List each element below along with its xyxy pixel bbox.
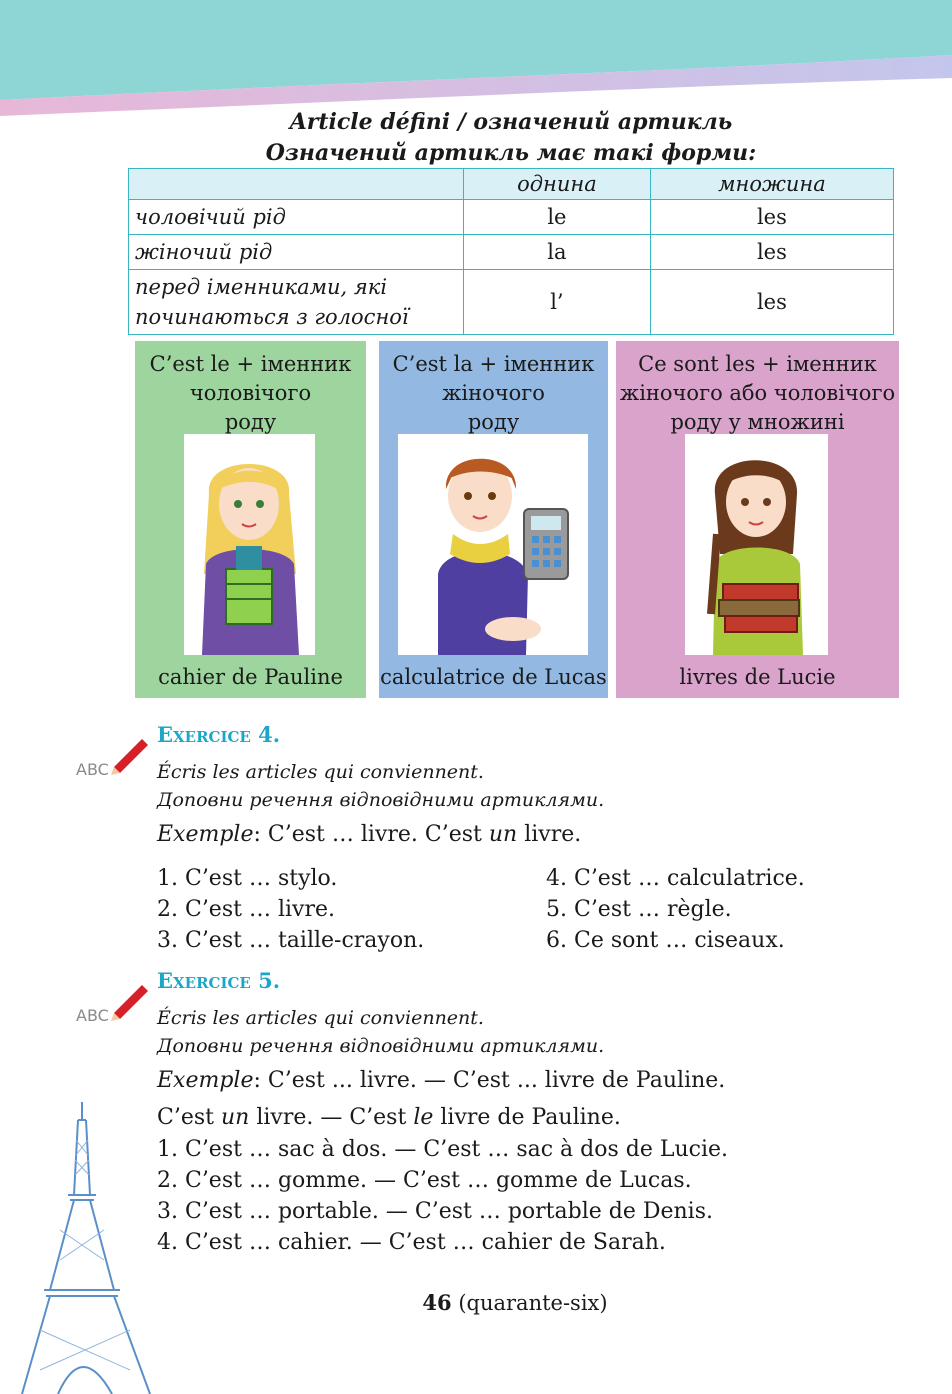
section-title: Article défini / означений артикль: [289, 109, 733, 135]
row-label-line: починаються з голосної: [135, 305, 409, 329]
row-plural: les: [650, 200, 893, 235]
exercise-4-example: [157, 822, 581, 847]
exercise-5-instruction-uk: Доповни речення відповідними артиклями.: [157, 1035, 605, 1057]
abc-label: ABC: [76, 760, 109, 777]
exercise-item: 4. C’est … cahier. — C’est … cahier de Sarah.: [157, 1230, 666, 1255]
row-singular: le: [464, 200, 651, 235]
abc-pencil-icon: [74, 735, 150, 777]
table-header-row: [129, 169, 894, 200]
answer-text: C’est: [157, 1105, 221, 1130]
section-subtitle: Означений артикль має такі форми:: [265, 140, 757, 166]
page-number-digits: 46: [422, 1290, 452, 1315]
panel-caption: [616, 341, 899, 437]
example-article: un: [488, 822, 518, 847]
eiffel-tower-icon: [20, 1100, 170, 1394]
example-text: : C’est … livre. C’est: [253, 822, 489, 847]
exercise-5-example: [157, 1068, 725, 1093]
panel-plural: [616, 341, 899, 698]
caption-line: роду: [467, 410, 520, 434]
row-singular: l’: [464, 270, 651, 335]
panel-feminine: [379, 341, 608, 698]
caption-line: роду у множині: [670, 410, 845, 434]
exercise-item: 2. C’est … gomme. — C’est … gomme de Lucas.: [157, 1168, 692, 1193]
exercise-4-instruction-uk: Доповни речення відповідними артиклями.: [157, 789, 605, 811]
answer-text: livre de Pauline.: [433, 1105, 621, 1130]
example-text: livre.: [517, 822, 582, 847]
caption-line: C’est le + іменник: [149, 352, 352, 376]
page-number-words: (quarante-six): [458, 1291, 608, 1315]
caption-line: жіночого або чоловічого: [619, 381, 896, 405]
exercise-5-instruction-fr: Écris les articles qui conviennent.: [157, 1007, 484, 1029]
abc-label: ABC: [76, 1006, 109, 1023]
girl-with-books-illustration: [685, 434, 828, 655]
row-label: жіночий рід: [129, 235, 464, 270]
boy-with-calculator-illustration: [398, 434, 588, 655]
answer-article: le: [413, 1105, 434, 1130]
header-banner: [0, 0, 952, 120]
table-row: [129, 235, 894, 270]
exercise-5-answer: [157, 1105, 621, 1130]
caption-line: C’est la + іменник: [392, 352, 595, 376]
article-forms-table: [128, 168, 894, 335]
exercise-item: 1. C’est … sac à dos. — C’est … sac à dos de Lucie.: [157, 1137, 729, 1162]
row-plural: les: [650, 235, 893, 270]
table-header-plural: множина: [650, 169, 893, 200]
row-label: [129, 270, 464, 335]
panel-masculine: [135, 341, 366, 698]
caption-line: роду: [224, 410, 277, 434]
panel-caption: [379, 341, 608, 437]
answer-article: un: [220, 1105, 250, 1130]
row-label-line: перед іменниками, які: [135, 275, 388, 299]
table-header-singular: однина: [464, 169, 651, 200]
example-label: Exemple: [157, 822, 254, 847]
row-singular: la: [464, 235, 651, 270]
example-text: : C’est ... livre. — C’est ... livre de Pauline.: [253, 1068, 726, 1093]
page-number: [0, 1290, 952, 1315]
exercise-item: 2. C’est … livre.: [157, 897, 335, 922]
exercise-item: 3. C’est … taille-crayon.: [157, 928, 425, 953]
panel-footer: calculatrice de Lucas: [380, 665, 607, 689]
exercise-item: 5. C’est … règle.: [546, 897, 732, 922]
caption-line: жіночого: [442, 381, 545, 405]
exercise-5-title: Exercice 5.: [157, 968, 281, 993]
example-label: Exemple: [157, 1068, 254, 1093]
abc-pencil-icon: [74, 981, 150, 1023]
caption-line: Ce sont les + іменник: [638, 352, 877, 376]
exercise-item: 1. C’est … stylo.: [157, 866, 338, 891]
answer-text: livre. — C’est: [249, 1105, 414, 1130]
girl-with-notebook-illustration: [184, 434, 315, 655]
caption-line: чоловічого: [189, 381, 312, 405]
panel-footer: livres de Lucie: [679, 665, 836, 689]
row-plural: les: [650, 270, 893, 335]
exercise-item: 3. C’est … portable. — C’est … portable de Denis.: [157, 1199, 714, 1224]
table-header-empty: [129, 169, 464, 200]
exercise-4-title: Exercice 4.: [157, 722, 281, 747]
row-label: чоловічий рід: [129, 200, 464, 235]
table-row: [129, 200, 894, 235]
exercise-4-instruction-fr: Écris les articles qui conviennent.: [157, 761, 484, 783]
panel-footer: cahier de Pauline: [158, 665, 343, 689]
exercise-item: 4. C’est … calculatrice.: [546, 866, 805, 891]
exercise-item: 6. Ce sont … ciseaux.: [546, 928, 785, 953]
table-row: [129, 270, 894, 335]
panel-caption: [135, 341, 366, 437]
